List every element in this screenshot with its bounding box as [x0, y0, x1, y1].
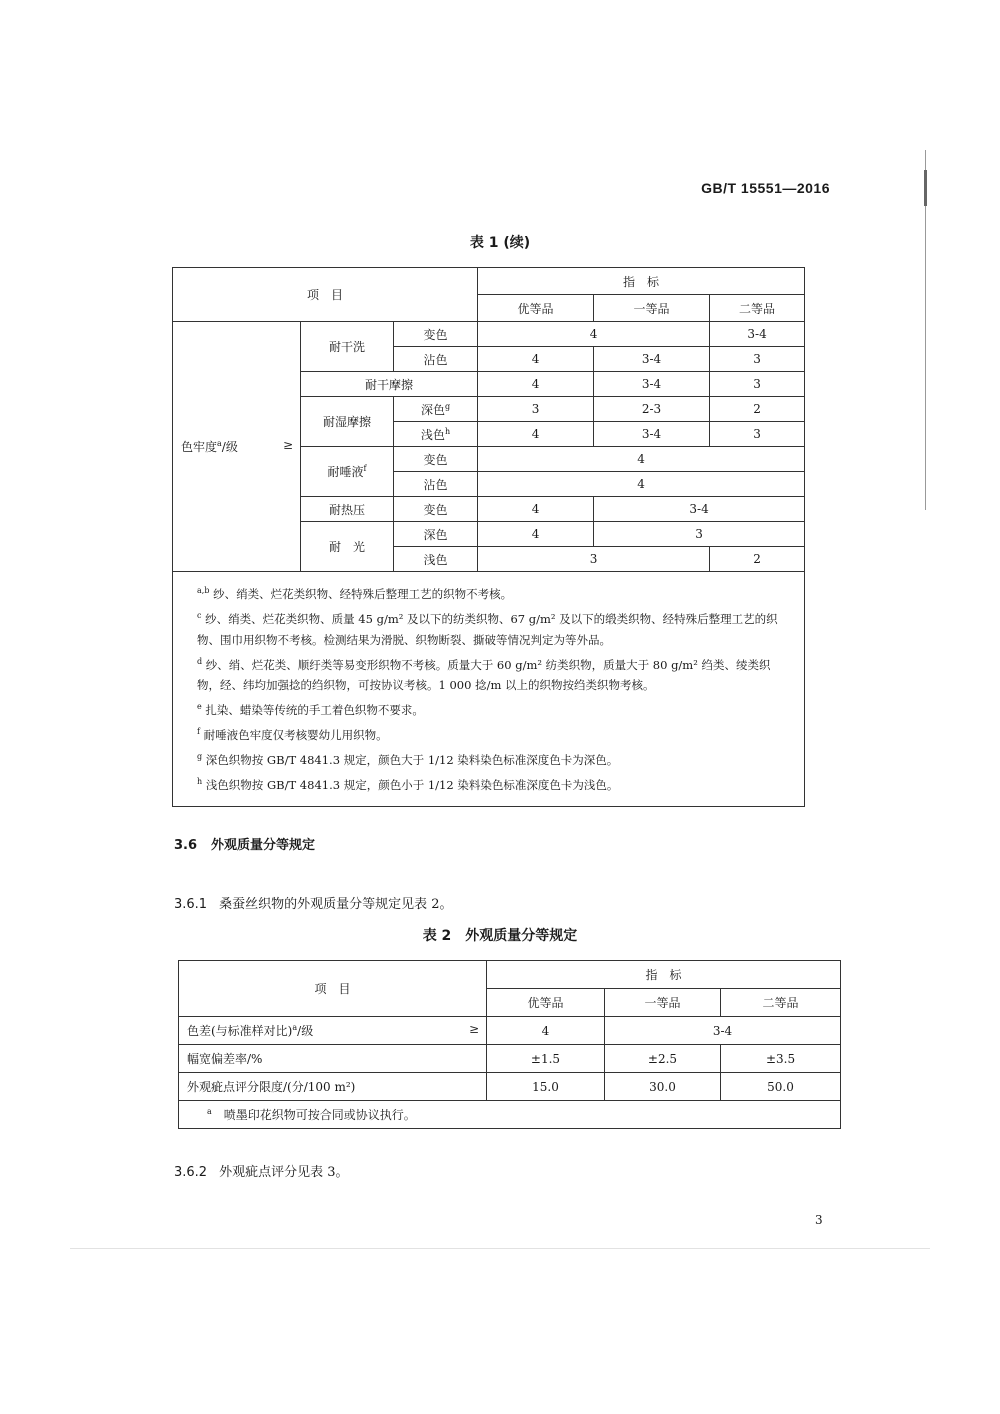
- t1-grade-3: 二等品: [710, 295, 805, 322]
- t1-note: $^f$ 耐唾液色牢度仅考核婴幼儿用织物。: [197, 727, 388, 743]
- t1-cell: 4: [478, 322, 710, 347]
- t1-cell: 4: [478, 522, 594, 547]
- t1-hot-press: 耐热压: [301, 497, 394, 522]
- section-3-6: 3.6 外观质量分等规定: [174, 838, 316, 853]
- t2-cell: 3-4: [605, 1017, 841, 1045]
- t1-note: $^h$ 浅色织物按 GB/T 4841.3 规定，颜色小于 1/12 染料染色标准深度色卡为浅色。: [197, 776, 619, 792]
- t2-cell: 15.0: [487, 1073, 605, 1101]
- t1-cell: 4: [478, 497, 594, 522]
- t1-cell: 4: [478, 472, 805, 497]
- t1-cell: 3: [594, 522, 805, 547]
- t2-grade-1: 优等品: [487, 989, 605, 1017]
- t1-cell: 3-4: [594, 347, 710, 372]
- t2-color-diff: 色差(与标准样对比)$^a$/级 ≥: [179, 1017, 487, 1045]
- t1-cell: 深色: [394, 522, 478, 547]
- page-number: 3: [815, 1213, 823, 1227]
- t1-cell: 沾色: [394, 347, 478, 372]
- t1-cell: 变色: [394, 322, 478, 347]
- table1-caption: 表 1 (续): [469, 235, 531, 251]
- t1-note: $^g$ 深色织物按 GB/T 4841.3 规定，颜色大于 1/12 染料染色标准深度色卡为深色。: [197, 752, 619, 767]
- table2: [178, 960, 841, 1129]
- t1-indicator-header: 指 标: [478, 268, 805, 295]
- t2-grade-2: 一等品: [605, 989, 721, 1017]
- t1-cell: 浅色: [394, 547, 478, 572]
- t1-dry-rub: 耐干摩擦: [301, 372, 478, 397]
- t1-cell: 4: [478, 372, 594, 397]
- t2-item-header: 项 目: [179, 961, 487, 1017]
- t1-light: 耐 光: [301, 522, 394, 572]
- scan-edge-mark: [924, 170, 927, 206]
- t1-cell: 3: [710, 347, 805, 372]
- t1-wet-rub: 耐湿摩擦: [301, 397, 394, 447]
- t2-cell: 4: [487, 1017, 605, 1045]
- t1-note: $^{a,b}$ 纱、绡类、烂花类织物、经特殊后整理工艺的织物不考核。: [197, 586, 513, 601]
- t1-dry-clean: 耐干洗: [301, 322, 394, 372]
- t1-cell: 3-4: [594, 497, 805, 522]
- t1-cell: 3: [710, 372, 805, 397]
- t1-note: $^d$ 纱、绡、烂花类、顺纡类等易变形织物不考核。质量大于 60 g/m² 纺类织物，质量大于 80 g/m² 绉类、绫类织物，经、纬均加强捻的绉织物，可按协议考核。1 000 捻/m 以上的织物按绉类织物考核。: [197, 656, 771, 693]
- t1-cell: 变色: [394, 497, 478, 522]
- t1-cell: 变色: [394, 447, 478, 472]
- t1-cell: 3: [478, 397, 594, 422]
- t1-cell: 4: [478, 422, 594, 447]
- para-3-6-1: 3.6.1 桑蚕丝织物的外观质量分等规定见表 2。: [174, 897, 453, 912]
- t1-item-header: 项 目: [173, 268, 478, 322]
- t1-cell: 3: [478, 547, 710, 572]
- t1-saliva: 耐唾液$^f$: [301, 447, 394, 497]
- t2-width-dev: 幅宽偏差率/%: [179, 1045, 487, 1073]
- t1-grade-1: 优等品: [478, 295, 594, 322]
- bottom-rule: [70, 1248, 930, 1249]
- table1: [172, 267, 805, 807]
- t1-cell: 4: [478, 347, 594, 372]
- t1-cell: 2: [710, 397, 805, 422]
- t1-grade-2: 一等品: [594, 295, 710, 322]
- t1-cell: 3-4: [594, 372, 710, 397]
- t1-cell: 深色$^g$: [394, 397, 478, 422]
- t2-cell: ±3.5: [721, 1045, 841, 1073]
- ge-symbol: ≥: [468, 1022, 479, 1036]
- t2-note: $^a$ 喷墨印花织物可按合同或协议执行。: [179, 1101, 841, 1129]
- ge-symbol: ≥: [282, 438, 293, 452]
- t1-group-label: 色牢度$^a$/级 ≥: [173, 322, 301, 572]
- t1-cell: 3: [710, 422, 805, 447]
- table2-caption: 表 2 外观质量分等规定: [422, 928, 578, 944]
- t2-cell: ±1.5: [487, 1045, 605, 1073]
- t1-cell: 4: [478, 447, 805, 472]
- para-3-6-2: 3.6.2 外观疵点评分见表 3。: [174, 1165, 349, 1180]
- t1-note: $^e$ 扎染、蜡染等传统的手工着色织物不要求。: [197, 702, 424, 718]
- t1-cell: 沾色: [394, 472, 478, 497]
- t1-cell: 2-3: [594, 397, 710, 422]
- t2-cell: ±2.5: [605, 1045, 721, 1073]
- standard-code: GB/T 15551—2016: [701, 180, 830, 196]
- t2-grade-3: 二等品: [721, 989, 841, 1017]
- t1-cell: 2: [710, 547, 805, 572]
- t1-cell: 3-4: [594, 422, 710, 447]
- t2-defect-limit: 外观疵点评分限度/(分/100 m²): [179, 1073, 487, 1101]
- t2-cell: 50.0: [721, 1073, 841, 1101]
- t1-note: $^c$ 纱、绡类、烂花类织物、质量 45 g/m² 及以下的纺类织物、67 g/m² 及以下的缎类织物、经特殊后整理工艺的织物、围巾用织物不考核。检测结果为滑脱、织物断裂、撕破等情况判定为等外品。: [197, 610, 778, 647]
- t2-cell: 30.0: [605, 1073, 721, 1101]
- t2-indicator-header: 指 标: [487, 961, 841, 989]
- t1-cell: 浅色$^h$: [394, 422, 478, 447]
- t1-cell: 3-4: [710, 322, 805, 347]
- t1-notes: [173, 572, 805, 807]
